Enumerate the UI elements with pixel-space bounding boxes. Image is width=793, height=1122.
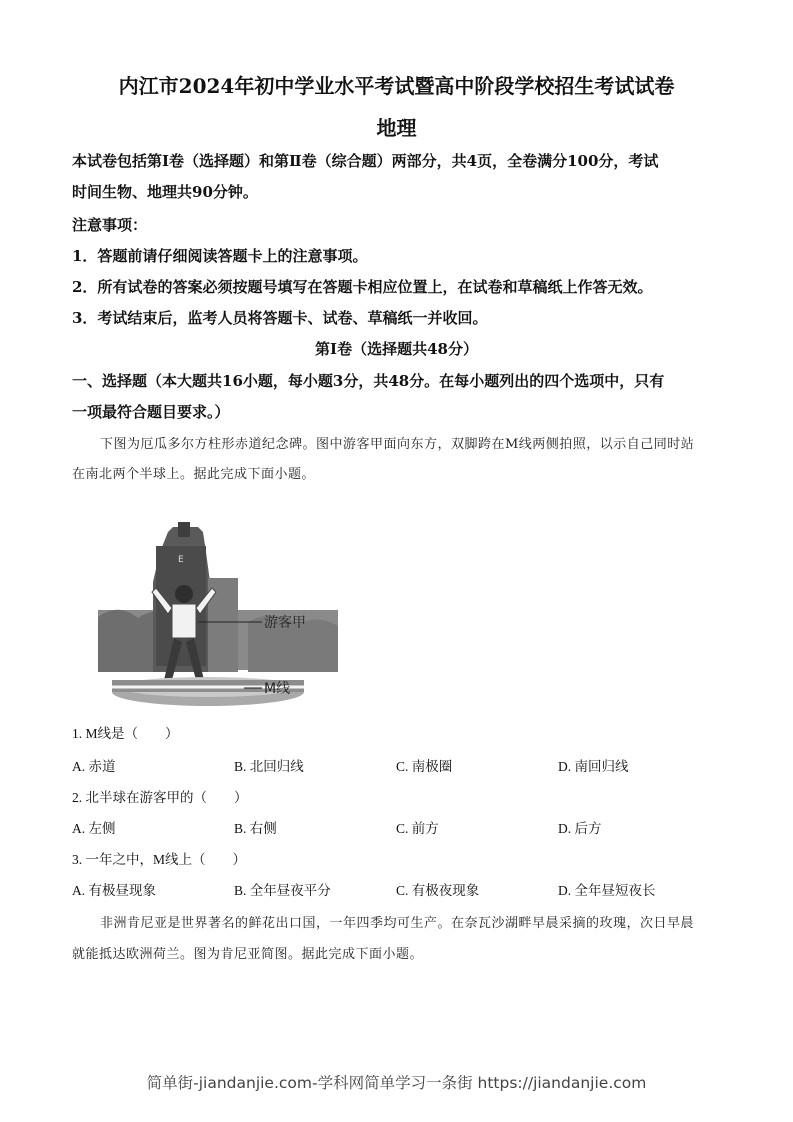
q2-option-c: C. 前方 <box>396 821 439 836</box>
passage1-line-2: 在南北两个半球上。据此完成下面小题。 <box>72 467 316 482</box>
passage2-line-2: 就能抵达欧洲荷兰。图为肯尼亚简图。据此完成下面小题。 <box>72 947 424 962</box>
q2-option-d: D. 后方 <box>558 821 602 836</box>
intro-line-2: 时间生物、地理共90分钟。 <box>72 183 258 201</box>
notice-item-1: 1．答题前请仔细阅读答题卡上的注意事项。 <box>72 247 368 265</box>
footer-watermark: 简单街-jiandanjie.com-学科网简单学习一条街 https://jiandanjie.com <box>146 1074 647 1092</box>
q2-option-a: A. 左侧 <box>72 821 116 836</box>
section-instruction-line-2: 一项最符合题目要求。） <box>72 403 230 421</box>
part1-heading: 第Ⅰ卷（选择题共48分） <box>315 340 478 358</box>
q3-option-b: B. 全年昼夜平分 <box>234 883 331 898</box>
subject-title: 地理 <box>376 116 417 140</box>
monument-letter: E <box>178 555 184 565</box>
intro-line-1: 本试卷包括第Ⅰ卷（选择题）和第Ⅱ卷（综合题）两部分，共4页，全卷满分100分，考试 <box>72 152 659 170</box>
q2-option-b: B. 右侧 <box>234 821 277 836</box>
q3-option-d: D. 全年昼短夜长 <box>558 883 656 898</box>
question-3-stem: 3. 一年之中，M线上（ ） <box>72 852 247 867</box>
label-m-line: M线 <box>264 681 291 697</box>
section-instruction-line-1: 一、选择题（本大题共16小题，每小题3分，共48分。在每小题列出的四个选项中，只有 <box>72 372 665 390</box>
equator-monument-photo <box>98 522 338 712</box>
q1-option-a: A. 赤道 <box>72 759 116 774</box>
question-2-stem: 2. 北半球在游客甲的（ ） <box>72 790 248 805</box>
passage1-line-1: 下图为厄瓜多尔方柱形赤道纪念碑。图中游客甲面向东方，双脚跨在M线两侧拍照，以示自己同时站 <box>100 437 695 452</box>
q1-option-c: C. 南极圈 <box>396 759 453 774</box>
q1-option-b: B. 北回归线 <box>234 759 304 774</box>
notice-item-2: 2．所有试卷的答案必须按题号填写在答题卡相应位置上，在试卷和草稿纸上作答无效。 <box>72 278 653 296</box>
exam-title: 内江市2024年初中学业水平考试暨高中阶段学校招生考试试卷 <box>118 74 675 98</box>
q3-option-c: C. 有极夜现象 <box>396 883 480 898</box>
q1-option-d: D. 南回归线 <box>558 759 629 774</box>
notice-heading: 注意事项： <box>72 216 148 234</box>
passage2-line-1: 非洲肯尼亚是世界著名的鲜花出口国，一年四季均可生产。在奈瓦沙湖畔早晨采摘的玫瑰，次日早晨 <box>100 916 695 931</box>
q3-option-a: A. 有极昼现象 <box>72 883 156 898</box>
notice-item-3: 3．考试结束后，监考人员将答题卡、试卷、草稿纸一并收回。 <box>72 309 488 327</box>
label-tourist: 游客甲 <box>264 615 306 631</box>
question-1-stem: 1. M线是（ ） <box>72 726 179 741</box>
